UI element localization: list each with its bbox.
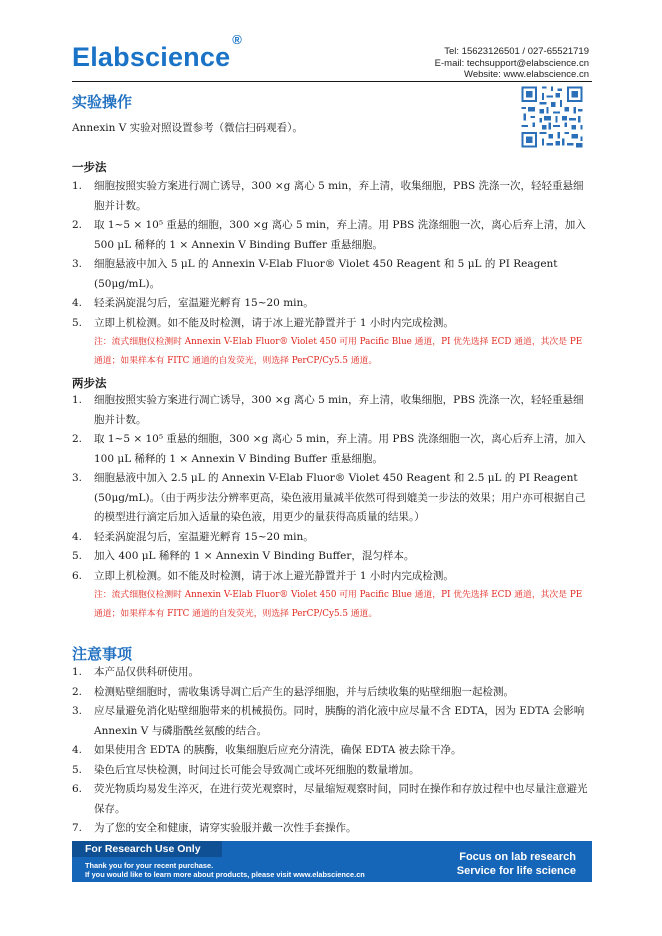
item-number: 6.: [72, 569, 83, 582]
two-step-title: 两步法: [72, 376, 107, 390]
list-item: [72, 567, 592, 587]
item-number: 7.: [72, 822, 83, 834]
list-item: [72, 761, 592, 781]
list-item: [72, 391, 592, 430]
list-item: [72, 547, 592, 567]
item-number: 2.: [72, 219, 83, 231]
item-number: 4.: [72, 530, 83, 543]
item-text: 取 1~5 × 10⁵ 重悬的细胞，300 ×g 离心 5 min，弃上清。用 PBS 洗涤细胞一次，离心后弃上清，加入 100 μL 稀释的 1 × Annexin V Binding Buffer 重悬细胞。: [94, 433, 586, 465]
item-number: 4.: [72, 744, 83, 756]
header-divider: [72, 81, 592, 82]
intro-text: Annexin V 实验对照设置参考（微信扫码观看）。: [72, 122, 303, 134]
item-text: 细胞悬液中加入 5 μL 的 Annexin V-Elab Fluor® Violet 450 Reagent 和 5 μL 的 PI Reagent (50μg/mL)。: [94, 258, 558, 290]
item-text: 轻柔涡旋混匀后，室温避光孵育 15~20 min。: [94, 297, 314, 309]
list-item: [72, 702, 592, 741]
brand-logo: [72, 32, 243, 73]
list-item: [72, 819, 592, 839]
item-number: 1.: [72, 666, 83, 678]
item-number: 6.: [72, 783, 83, 795]
contact-website: Website: www.elabscience.cn: [464, 69, 589, 80]
item-text: 加入 400 μL 稀释的 1 × Annexin V Binding Buffer，混匀样本。: [94, 550, 415, 562]
item-number: 5.: [72, 550, 83, 562]
list-item: [72, 741, 592, 761]
footer-thanks: [85, 861, 365, 879]
list-item: [72, 216, 592, 255]
footer-slogan-line2: Service for life science: [456, 865, 576, 877]
footer-slogan: [457, 850, 576, 878]
list-item: [72, 528, 592, 548]
two-step-note: 注：流式细胞仪检测时 Annexin V-Elab Fluor® Violet 450 可用 Pacific Blue 通道，PI 优先选择 ECD 通道，其次是 PE 通道；如果样本有 FITC 通道的自发荧光，则选择 PerCP/Cy5.5 通道。: [94, 590, 583, 619]
footer-slogan-line1: Focus on lab research: [459, 851, 576, 863]
footer-banner: [72, 841, 592, 882]
two-step-list: [72, 391, 592, 624]
item-number: 4.: [72, 297, 83, 309]
research-use-only: For Research Use Only: [85, 843, 201, 855]
contact-info: [435, 46, 589, 81]
list-item: [72, 663, 592, 683]
list-item: [72, 683, 592, 703]
item-text: 本产品仅供科研使用。: [94, 666, 199, 678]
item-text: 细胞按照实验方案进行凋亡诱导，300 ×g 离心 5 min，弃上清，收集细胞，PBS 洗涤一次，轻轻重悬细胞并计数。: [94, 180, 584, 212]
contact-tel: Tel: 15623126501 / 027-65521719: [444, 46, 589, 57]
item-text: 取 1~5 × 10⁵ 重悬的细胞，300 ×g 离心 5 min，弃上清。用 PBS 洗涤细胞一次，离心后弃上清，加入 500 μL 稀释的 1 × Annexin V Binding Buffer 重悬细胞。: [94, 219, 586, 251]
list-item: [72, 314, 592, 334]
item-text: 检测贴壁细胞时，需收集诱导凋亡后产生的悬浮细胞，并与后续收集的贴壁细胞一起检测。: [94, 685, 514, 698]
list-item: [72, 294, 592, 314]
notes-list: [72, 663, 592, 839]
item-text: 轻柔涡旋混匀后，室温避光孵育 15~20 min。: [94, 530, 314, 543]
item-number: 2.: [72, 685, 83, 698]
item-number: 3.: [72, 705, 83, 717]
footer-thanks-line1: Thank you for your recent purchase.: [85, 861, 214, 870]
item-text: 如果使用含 EDTA 的胰酶，收集细胞后应充分清洗，确保 EDTA 被去除干净。: [94, 744, 462, 756]
item-number: 3.: [72, 258, 83, 270]
list-item: [72, 255, 592, 294]
item-text: 细胞悬液中加入 2.5 μL 的 Annexin V-Elab Fluor® Violet 450 Reagent 和 2.5 μL 的 PI Reagent (50μg/mL)。（由于两步法分辨率更高，染色液用量减半依然可得到媲美一步法的效果；用户亦可根据自己的模型进行滴定后加入适量的染色液，用更少的量获得高质量的结果。）: [94, 472, 586, 523]
section-title-notes: 注意事项: [72, 646, 133, 663]
item-text: 细胞按照实验方案进行凋亡诱导，300 ×g 离心 5 min，弃上清，收集细胞，PBS 洗涤一次，轻轻重悬细胞并计数。: [94, 394, 584, 426]
brand-name: Elabscience: [72, 42, 231, 72]
item-text: 立即上机检测。如不能及时检测，请于冰上避光静置并于 1 小时内完成检测。: [94, 569, 454, 582]
list-item: [72, 177, 592, 216]
item-text: 立即上机检测。如不能及时检测，请于冰上避光静置并于 1 小时内完成检测。: [94, 316, 454, 329]
item-number: 3.: [72, 472, 83, 484]
section-title-procedure: 实验操作: [72, 94, 133, 111]
item-text: 应尽量避免消化贴壁细胞带来的机械损伤。同时，胰酶的消化液中应尽量不含 EDTA，因为 EDTA 会影响 Annexin V 与磷脂酰丝氨酸的结合。: [94, 705, 585, 737]
registered-mark: ®: [232, 32, 243, 47]
one-step-title: 一步法: [72, 160, 107, 174]
wechat-qr-code-icon: [519, 84, 585, 150]
item-number: 5.: [72, 763, 83, 776]
item-number: 5.: [72, 316, 83, 329]
item-number: 1.: [72, 180, 83, 192]
one-step-note: 注：流式细胞仪检测时 Annexin V-Elab Fluor® Violet 450 可用 Pacific Blue 通道，PI 优先选择 ECD 通道，其次是 PE 通道；如果样本有 FITC 通道的自发荧光，则选择 PerCP/Cy5.5 通道。: [94, 337, 583, 366]
list-item: [72, 430, 592, 469]
list-item: [72, 780, 592, 819]
one-step-list: [72, 177, 592, 371]
item-text: 染色后宜尽快检测，时间过长可能会导致凋亡或坏死细胞的数量增加。: [94, 763, 420, 776]
item-number: 1.: [72, 394, 83, 406]
footer-thanks-line2: If you would like to learn more about products, please visit www.elabscience.cn: [85, 870, 365, 879]
list-item: [72, 469, 592, 528]
item-number: 2.: [72, 433, 83, 445]
item-text: 为了您的安全和健康，请穿实验服并戴一次性手套操作。: [94, 822, 357, 834]
item-text: 荧光物质均易发生淬灭，在进行荧光观察时，尽量缩短观察时间，同时在操作和存放过程中也尽量注意避光保存。: [94, 783, 588, 815]
contact-email: E-mail: techsupport@elabscience.cn: [434, 57, 589, 69]
